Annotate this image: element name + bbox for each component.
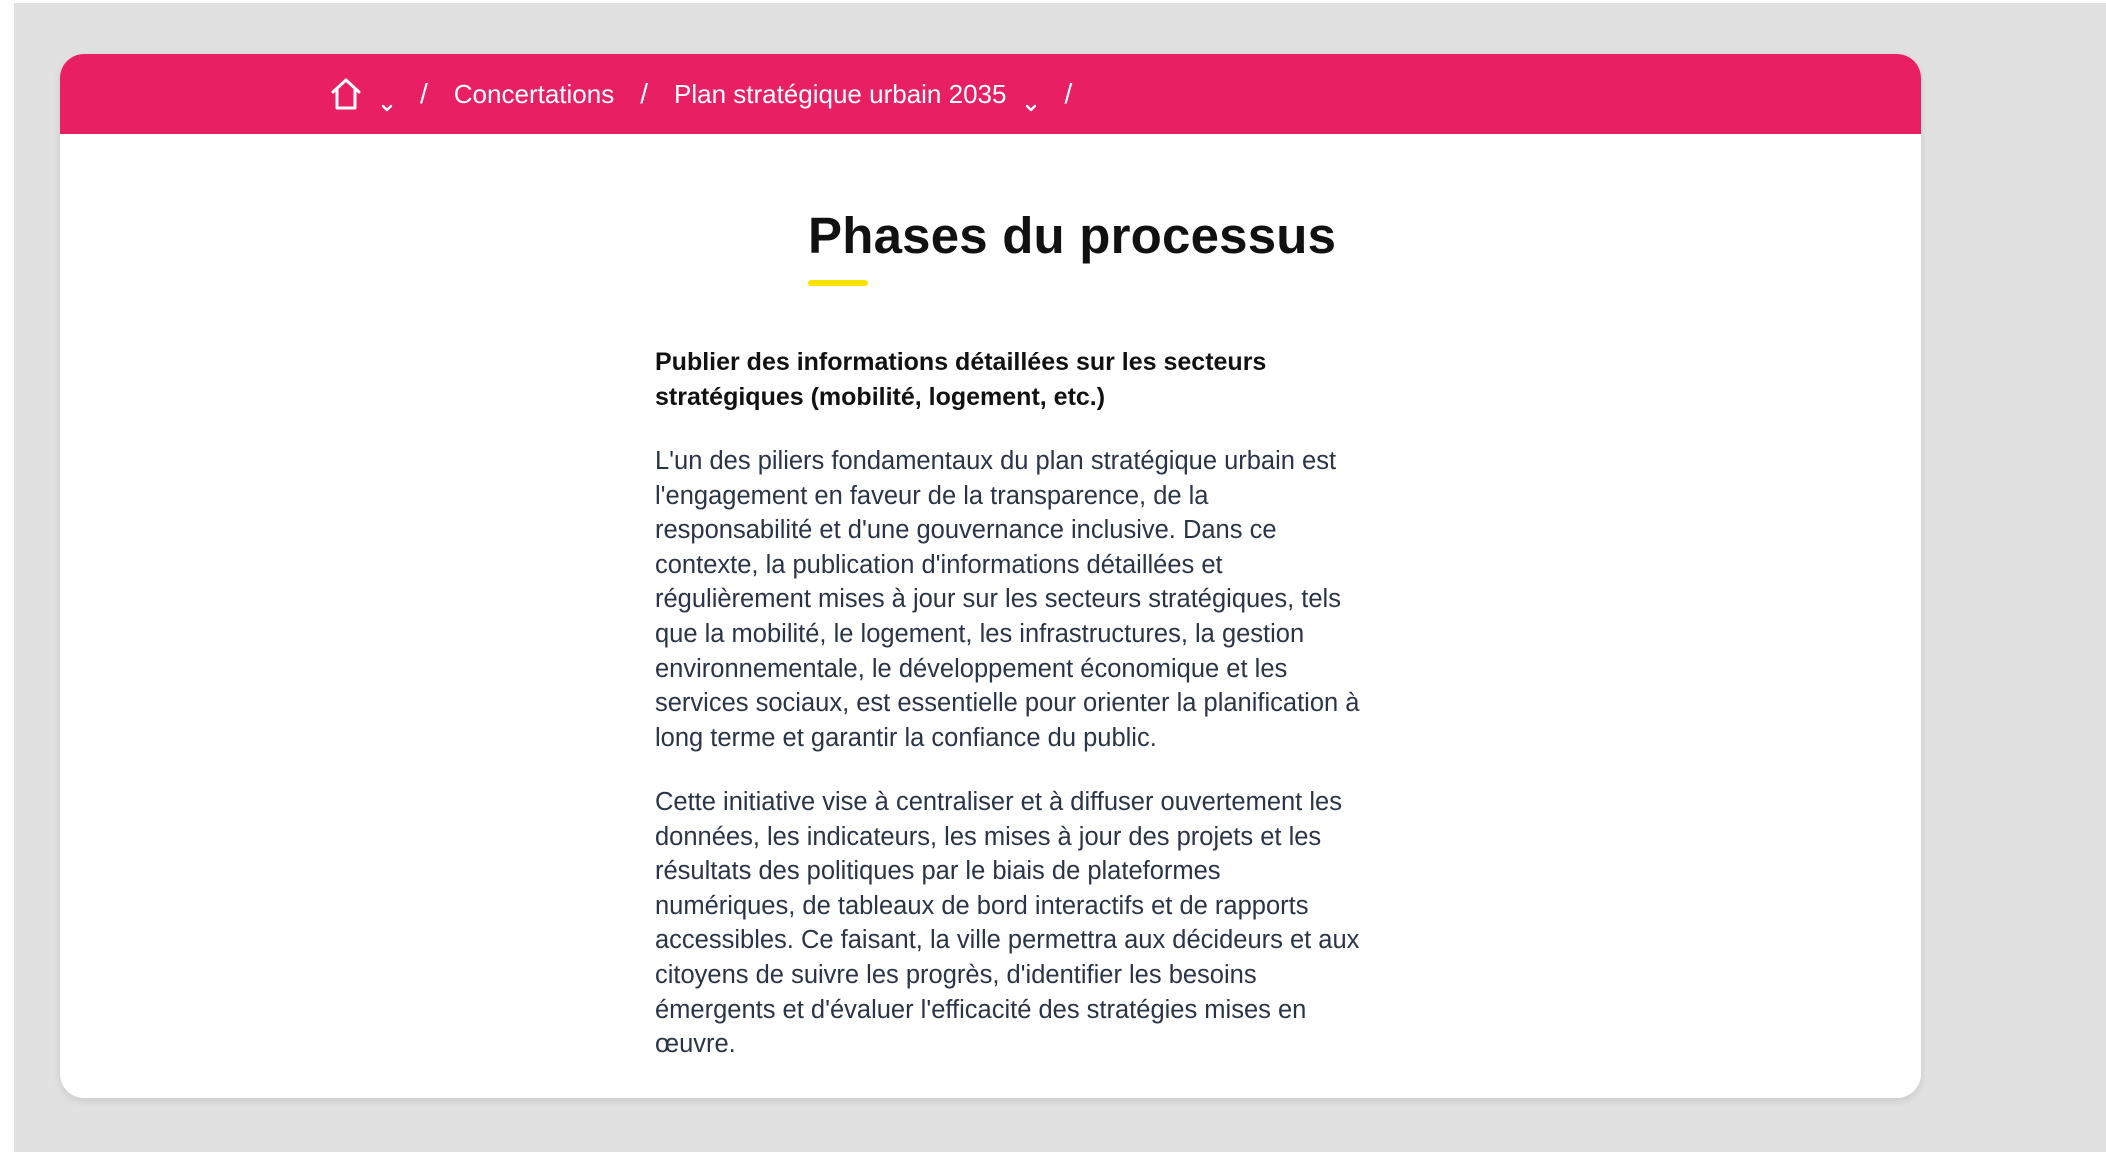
- page-title: Phases du processus: [808, 207, 1337, 264]
- chevron-down-icon[interactable]: [380, 89, 394, 99]
- breadcrumb-item-plan[interactable]: Plan stratégique urbain 2035: [673, 78, 1007, 109]
- breadcrumb-separator: /: [420, 78, 428, 109]
- home-icon[interactable]: [330, 77, 362, 111]
- content-card: [60, 54, 1921, 1098]
- breadcrumb-bar: [60, 54, 1921, 134]
- body-paragraph-1: L'un des piliers fondamentaux du plan stratégique urbain est l'engagement en faveur de la transparence, de la responsabilité et d'une gouvernance inclusive. Dans ce contexte, la publication d'informations détaillées et régulièrement mises à jour sur les secteurs stratégiques, tels que la mobilité, le logement, les infrastructures, la gestion environnementale, le développement économique et les services sociaux, est essentielle pour orienter la planification à long terme et garantir la confiance du public.: [655, 447, 1360, 752]
- breadcrumb-separator: /: [640, 78, 648, 109]
- chevron-down-icon[interactable]: [1024, 89, 1038, 99]
- breadcrumb-item-concertations[interactable]: Concertations: [453, 78, 615, 109]
- breadcrumb: [330, 54, 1098, 134]
- title-underline: [808, 280, 868, 286]
- section-subheading: Publier des informations détaillées sur les secteurs stratégiques (mobilité, logement, etc.): [655, 348, 1267, 411]
- breadcrumb-separator: /: [1064, 78, 1073, 109]
- body-paragraph-2: Cette initiative vise à centraliser et à diffuser ouvertement les données, les indicateurs, les mises à jour des projets et les résultats des politiques par le biais de plateformes numériques, de tableaux de bord interactifs et de rapports accessibles. Ce faisant, la ville permettra aux décideurs et aux citoyens de suivre les progrès, d'identifier les besoins émergents et d'évaluer l'efficacité des stratégies mises en œuvre.: [655, 788, 1360, 1059]
